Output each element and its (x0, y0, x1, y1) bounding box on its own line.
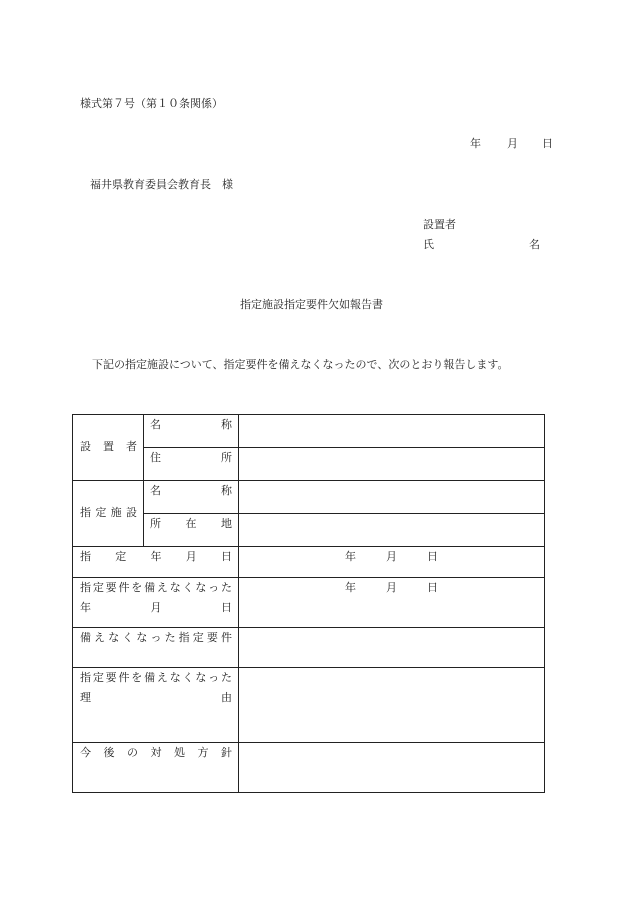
lapse-date-label-line1: 指 定 要 件 を 備 え な く な っ た (80, 581, 232, 594)
facility-location-label: 所 在 地 (150, 517, 232, 530)
table-row-line-1 (72, 480, 545, 481)
submitter-name-left: 氏 (423, 238, 434, 251)
table-row-line-2 (72, 546, 545, 547)
table-subrow-facility (143, 513, 545, 514)
lapse-day: 日 (427, 581, 438, 594)
future-policy-label: 今 後 の 対 処 方 針 (80, 746, 232, 759)
table-row-line-6 (72, 742, 545, 743)
lapsed-requirement-label: 備 え な く な っ た 指 定 要 件 (80, 631, 232, 644)
table-border-bottom (72, 792, 545, 793)
installer-label: 設 置 者 (80, 440, 137, 453)
facility-name-label: 名 称 (150, 484, 232, 497)
table-column-divider (238, 414, 239, 793)
designation-day: 日 (427, 550, 438, 563)
lapse-date-label-line2: 年 月 日 (80, 601, 232, 614)
intro-text: 下記の指定施設について、指定要件を備えなくなったので、次のとおり報告します。 (92, 358, 509, 371)
designation-year: 年 (345, 550, 356, 563)
date-day-label: 日 (542, 137, 553, 150)
submitter-name-right: 名 (529, 238, 540, 251)
table-row-line-3 (72, 577, 545, 578)
table-border-right (544, 414, 545, 793)
installer-name-label: 名 称 (150, 418, 232, 431)
lapse-month: 月 (386, 581, 397, 594)
document-title: 指定施設指定要件欠如報告書 (240, 298, 383, 311)
date-month-label: 月 (507, 137, 518, 150)
reason-label-line2: 理 由 (80, 691, 232, 704)
table-row-line-5 (72, 667, 545, 668)
facility-label: 指 定 施 設 (80, 506, 137, 519)
table-subrow-installer (143, 447, 545, 448)
table-row-line-4 (72, 627, 545, 628)
designation-date-label: 指 定 年 月 日 (80, 550, 232, 563)
date-year-label: 年 (470, 137, 481, 150)
table-border-left (72, 414, 73, 793)
installer-address-label: 住 所 (150, 451, 232, 464)
form-number: 様式第７号（第１０条関係） (80, 97, 223, 110)
designation-month: 月 (386, 550, 397, 563)
lapse-year: 年 (345, 581, 356, 594)
reason-label-line1: 指 定 要 件 を 備 え な く な っ た (80, 671, 232, 684)
addressee: 福井県教育委員会教育長 様 (90, 178, 233, 191)
submitter-label: 設置者 (423, 218, 456, 231)
